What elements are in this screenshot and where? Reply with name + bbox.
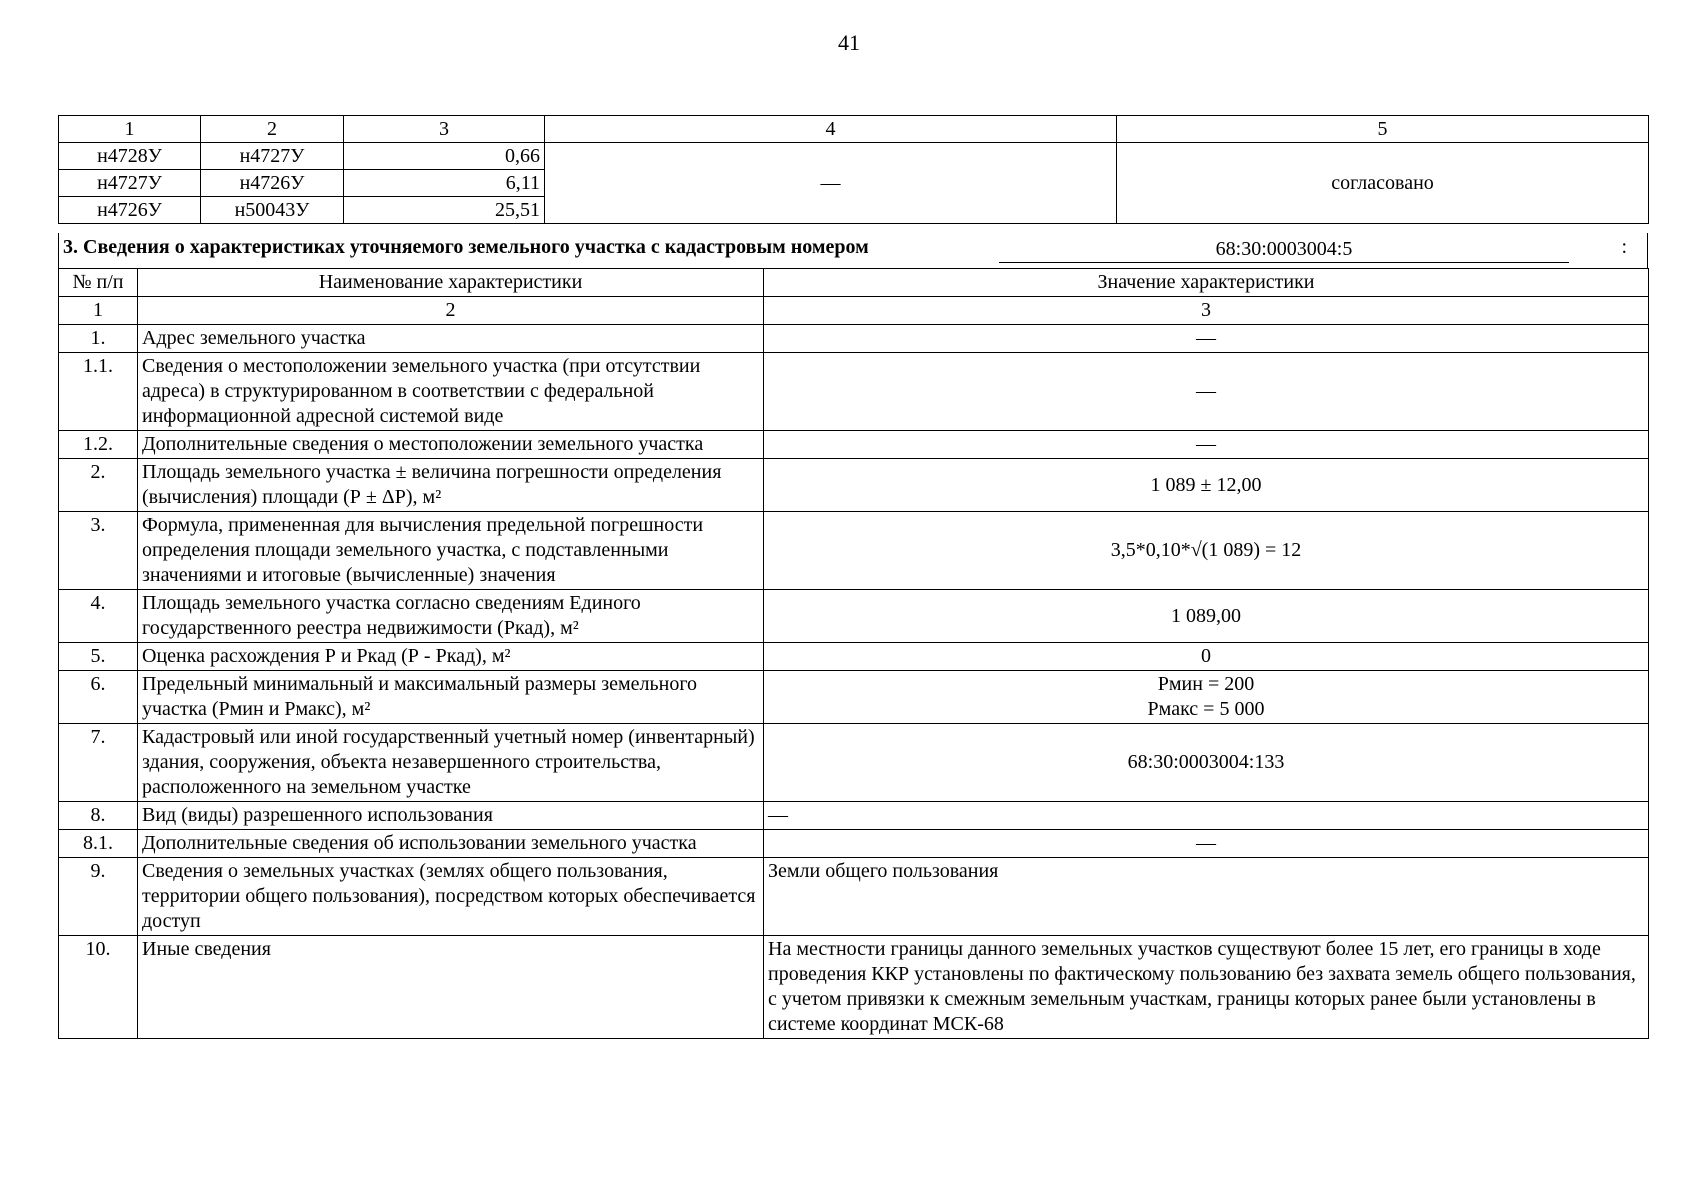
index-cell: 3 (764, 297, 1649, 325)
row-number: 1.2. (59, 431, 138, 459)
section-heading-bar (58, 233, 1648, 269)
characteristic-value: 0 (764, 643, 1649, 671)
characteristic-name: Сведения о местоположении земельного участка (при отсутствии адреса) в структурированном в соответствии с федеральной информационной адресной системой виде (138, 353, 764, 431)
index-cell: 2 (138, 297, 764, 325)
row-number: 1. (59, 325, 138, 353)
table-row (59, 802, 1649, 830)
table-row (59, 590, 1649, 643)
point-to: н4727У (201, 143, 344, 170)
point-to: н4726У (201, 170, 344, 197)
table-row (59, 830, 1649, 858)
characteristic-value: Земли общего пользования (764, 858, 1649, 936)
column-4-value: — (545, 143, 1117, 224)
characteristic-name: Кадастровый или иной государственный учетный номер (инвентарный) здания, сооружения, объекта незавершенного строительства, расположенного на земельном участке (138, 724, 764, 802)
row-number: 2. (59, 459, 138, 512)
row-number: 4. (59, 590, 138, 643)
row-number: 8. (59, 802, 138, 830)
characteristic-name: Формула, примененная для вычисления предельной погрешности определения площади земельного участка, с подставленными значениями и итоговые (вычисленные) значения (138, 512, 764, 590)
characteristics-table (58, 268, 1649, 1039)
characteristic-value (764, 671, 1649, 724)
table-row (59, 643, 1649, 671)
characteristic-name: Площадь земельного участка ± величина погрешности определения (вычисления) площади (Р ± ΔР), м² (138, 459, 764, 512)
table-row (59, 858, 1649, 936)
row-number: 8.1. (59, 830, 138, 858)
header-cell: 3 (344, 116, 545, 143)
row-number: 10. (59, 936, 138, 1039)
characteristic-value: 1 089 ± 12,00 (764, 459, 1649, 512)
characteristic-name: Сведения о земельных участках (землях общего пользования, территории общего пользования), посредством которых обеспечивается доступ (138, 858, 764, 936)
row-number: 7. (59, 724, 138, 802)
characteristic-value: — (764, 830, 1649, 858)
point-from: н4727У (59, 170, 201, 197)
characteristic-name: Дополнительные сведения об использовании земельного участка (138, 830, 764, 858)
characteristic-name: Дополнительные сведения о местоположении земельного участка (138, 431, 764, 459)
approval-status: согласовано (1117, 143, 1649, 224)
header-number: № п/п (59, 269, 138, 297)
cadastral-number: 68:30:0003004:5 (999, 236, 1569, 263)
characteristic-value: 3,5*0,10*√(1 089) = 12 (764, 512, 1649, 590)
point-to: н50043У (201, 197, 344, 224)
characteristic-value: 68:30:0003004:133 (764, 724, 1649, 802)
table-row (59, 512, 1649, 590)
point-from: н4726У (59, 197, 201, 224)
table-header-row (59, 269, 1649, 297)
header-name: Наименование характеристики (138, 269, 764, 297)
segment-length: 6,11 (344, 170, 545, 197)
characteristic-name: Предельный минимальный и максимальный размеры земельного участка (Рмин и Рмакс), м² (138, 671, 764, 724)
page-number: 41 (838, 30, 860, 55)
row-number: 6. (59, 671, 138, 724)
characteristic-name: Площадь земельного участка согласно сведениям Единого государственного реестра недвижимости (Ркад), м² (138, 590, 764, 643)
index-cell: 1 (59, 297, 138, 325)
characteristic-name: Оценка расхождения Р и Ркад (Р - Ркад), м² (138, 643, 764, 671)
segment-length: 0,66 (344, 143, 545, 170)
table-row (59, 724, 1649, 802)
characteristic-value: На местности границы данного земельных участков существуют более 15 лет, его границы в ходе проведения ККР установлены по фактическому пользованию без захвата земель общего пользования, с учетом привязки к смежным земельным участкам, границы которых ранее были установлены в системе координат МСК-68 (764, 936, 1649, 1039)
section-title: 3. Сведения о характеристиках уточняемого земельного участка с кадастровым номером (63, 236, 869, 258)
column-index-row (59, 297, 1649, 325)
min-size-value: Рмин = 200 (1157, 673, 1255, 695)
table-row (59, 353, 1649, 431)
point-from: н4728У (59, 143, 201, 170)
characteristic-name: Вид (виды) разрешенного использования (138, 802, 764, 830)
table-row (59, 431, 1649, 459)
row-number: 1.1. (59, 353, 138, 431)
row-number: 9. (59, 858, 138, 936)
row-number: 5. (59, 643, 138, 671)
table-header-row (59, 116, 1649, 143)
header-cell: 5 (1117, 116, 1649, 143)
characteristic-name: Иные сведения (138, 936, 764, 1039)
header-value: Значение характеристики (764, 269, 1649, 297)
table-row (59, 671, 1649, 724)
table-row (59, 325, 1649, 353)
characteristic-value: — (764, 325, 1649, 353)
characteristic-name: Адрес земельного участка (138, 325, 764, 353)
characteristic-value: — (764, 431, 1649, 459)
table-row (59, 143, 1649, 170)
boundary-segments-table (58, 115, 1649, 224)
characteristic-value: — (764, 802, 1649, 830)
characteristic-value: 1 089,00 (764, 590, 1649, 643)
table-row (59, 936, 1649, 1039)
characteristic-value: — (764, 353, 1649, 431)
header-cell: 1 (59, 116, 201, 143)
section-colon: : (1621, 236, 1627, 258)
max-size-value: Рмакс = 5 000 (1147, 698, 1265, 720)
segment-length: 25,51 (344, 197, 545, 224)
header-cell: 4 (545, 116, 1117, 143)
row-number: 3. (59, 512, 138, 590)
table-row (59, 459, 1649, 512)
header-cell: 2 (201, 116, 344, 143)
